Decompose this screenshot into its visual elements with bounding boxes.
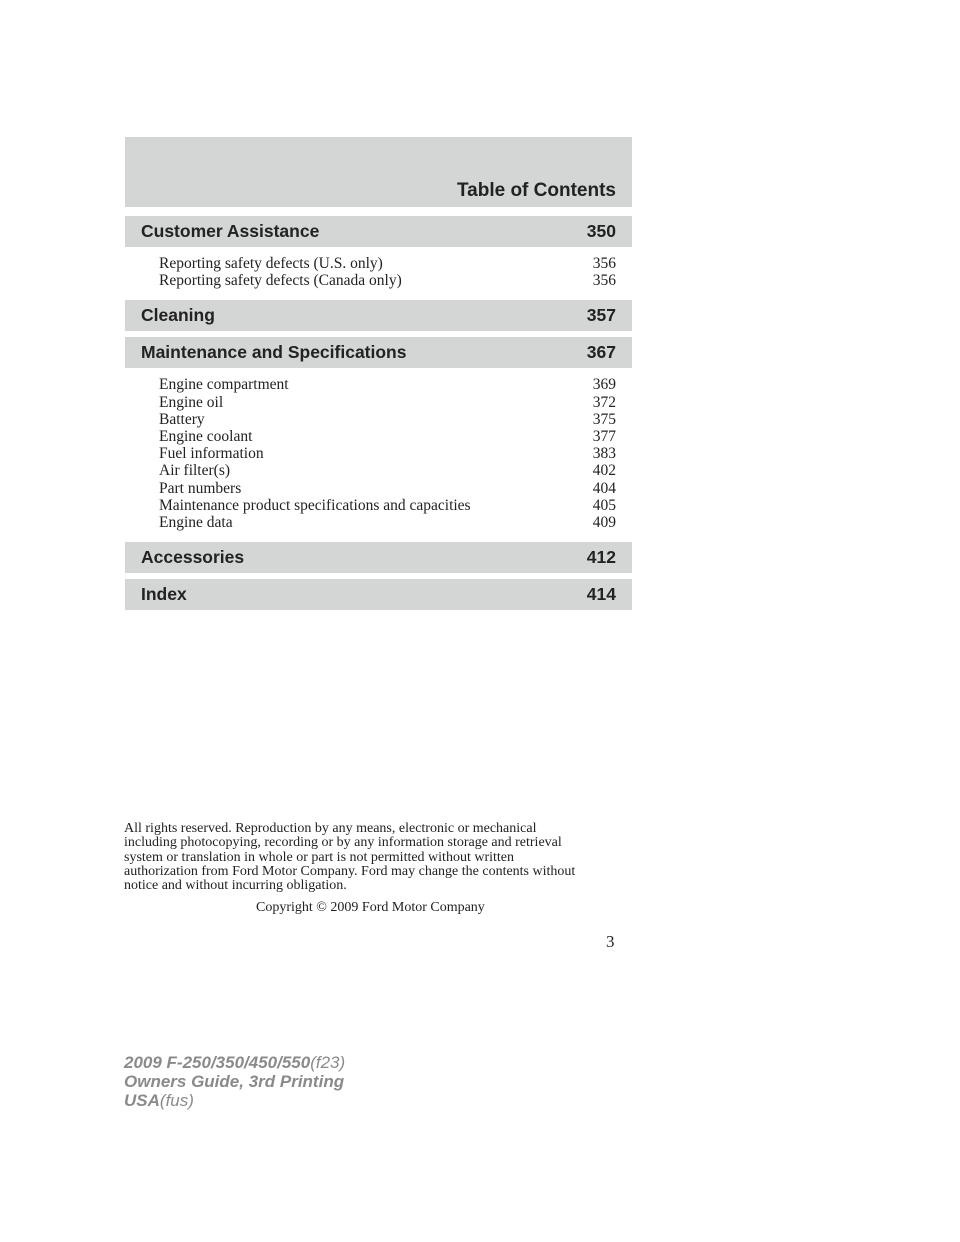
toc-section-page: 357 bbox=[586, 305, 616, 326]
toc-section-title: Customer Assistance bbox=[141, 221, 320, 241]
toc-section-title: Accessories bbox=[141, 547, 245, 568]
table-of-contents bbox=[125, 216, 632, 616]
toc-entry[interactable] bbox=[159, 445, 616, 462]
toc-section-heading[interactable] bbox=[125, 216, 632, 247]
toc-section-page: 367 bbox=[586, 342, 616, 363]
legal-line: system or translation in whole or part is not permitted without written bbox=[124, 849, 514, 865]
toc-section bbox=[125, 337, 632, 536]
toc-section bbox=[125, 216, 632, 294]
toc-entry-page: 375 bbox=[592, 410, 616, 428]
toc-entry-page: 409 bbox=[592, 514, 616, 532]
toc-entry[interactable] bbox=[159, 411, 616, 428]
toc-section-heading[interactable] bbox=[125, 337, 632, 368]
toc-section-page: 412 bbox=[586, 547, 616, 568]
toc-section bbox=[125, 300, 632, 331]
toc-entry-page: 356 bbox=[592, 272, 616, 290]
toc-entry-page: 405 bbox=[592, 496, 616, 514]
legal-line: authorization from Ford Motor Company. Ford may change the contents without bbox=[124, 863, 576, 879]
toc-header bbox=[125, 137, 632, 207]
toc-entry-page: 377 bbox=[592, 428, 616, 446]
toc-entry-title: Reporting safety defects (U.S. only) bbox=[159, 255, 383, 272]
footer-model: 2009 F-250/350/450/550 bbox=[124, 1053, 311, 1072]
toc-entry[interactable] bbox=[159, 514, 616, 531]
toc-entry-title: Fuel information bbox=[159, 445, 264, 463]
legal-line: notice and without incurring obligation. bbox=[124, 878, 347, 894]
legal-line: including photocopying, recording or by any information storage and retrieval bbox=[124, 835, 562, 851]
toc-section-title: Cleaning bbox=[141, 305, 215, 326]
legal-notice bbox=[124, 822, 634, 893]
toc-section-page: 350 bbox=[586, 221, 616, 241]
toc-entry-page: 372 bbox=[592, 393, 616, 411]
footer-line bbox=[124, 1091, 345, 1110]
legal-line: All rights reserved. Reproduction by any means, electronic or mechanical bbox=[124, 821, 537, 836]
page-number: 3 bbox=[606, 932, 615, 951]
toc-entry-title: Battery bbox=[159, 410, 205, 428]
toc-entry[interactable] bbox=[159, 462, 616, 479]
toc-entry-page: 369 bbox=[592, 376, 616, 394]
toc-entry[interactable] bbox=[159, 255, 616, 272]
footer-market-code: (fus) bbox=[159, 1091, 194, 1110]
toc-section bbox=[125, 579, 632, 610]
footer-market: USA bbox=[124, 1091, 160, 1110]
toc-section-title: Index bbox=[141, 584, 187, 605]
toc-section-heading[interactable] bbox=[125, 542, 632, 573]
toc-entry[interactable] bbox=[159, 428, 616, 445]
footer-model-code: (f23) bbox=[310, 1053, 346, 1072]
footer-line bbox=[124, 1053, 345, 1072]
toc-entry-page: 404 bbox=[592, 479, 616, 497]
toc-section-title: Maintenance and Specifications bbox=[141, 342, 407, 363]
toc-entry-page: 383 bbox=[592, 445, 616, 463]
toc-entry-title: Engine compartment bbox=[159, 376, 289, 394]
toc-sublist bbox=[125, 368, 632, 536]
toc-entry[interactable] bbox=[159, 480, 616, 497]
toc-entry-title: Air filter(s) bbox=[159, 462, 231, 480]
toc-section bbox=[125, 542, 632, 573]
toc-section-page: 414 bbox=[586, 584, 616, 605]
toc-entry-title: Engine oil bbox=[159, 393, 224, 411]
toc-entry[interactable] bbox=[159, 272, 616, 289]
toc-entry-page: 402 bbox=[592, 462, 616, 480]
page-title: Table of Contents bbox=[456, 180, 616, 201]
toc-section-heading[interactable] bbox=[125, 300, 632, 331]
toc-sublist bbox=[125, 247, 632, 294]
toc-entry-title: Part numbers bbox=[159, 479, 242, 497]
toc-entry[interactable] bbox=[159, 376, 616, 393]
toc-entry-title: Engine coolant bbox=[159, 428, 253, 446]
document-footer bbox=[124, 1053, 345, 1110]
toc-entry-title: Reporting safety defects (Canada only) bbox=[159, 272, 402, 290]
copyright: Copyright © 2009 Ford Motor Company bbox=[256, 900, 485, 915]
toc-entry-page: 356 bbox=[592, 255, 616, 272]
footer-printing: Owners Guide, 3rd Printing bbox=[124, 1072, 345, 1091]
toc-entry[interactable] bbox=[159, 497, 616, 514]
toc-section-heading[interactable] bbox=[125, 579, 632, 610]
toc-entry-title: Maintenance product specifications and capacities bbox=[159, 496, 471, 514]
toc-entry[interactable] bbox=[159, 394, 616, 411]
footer-line bbox=[124, 1072, 345, 1091]
toc-entry-title: Engine data bbox=[159, 514, 233, 532]
